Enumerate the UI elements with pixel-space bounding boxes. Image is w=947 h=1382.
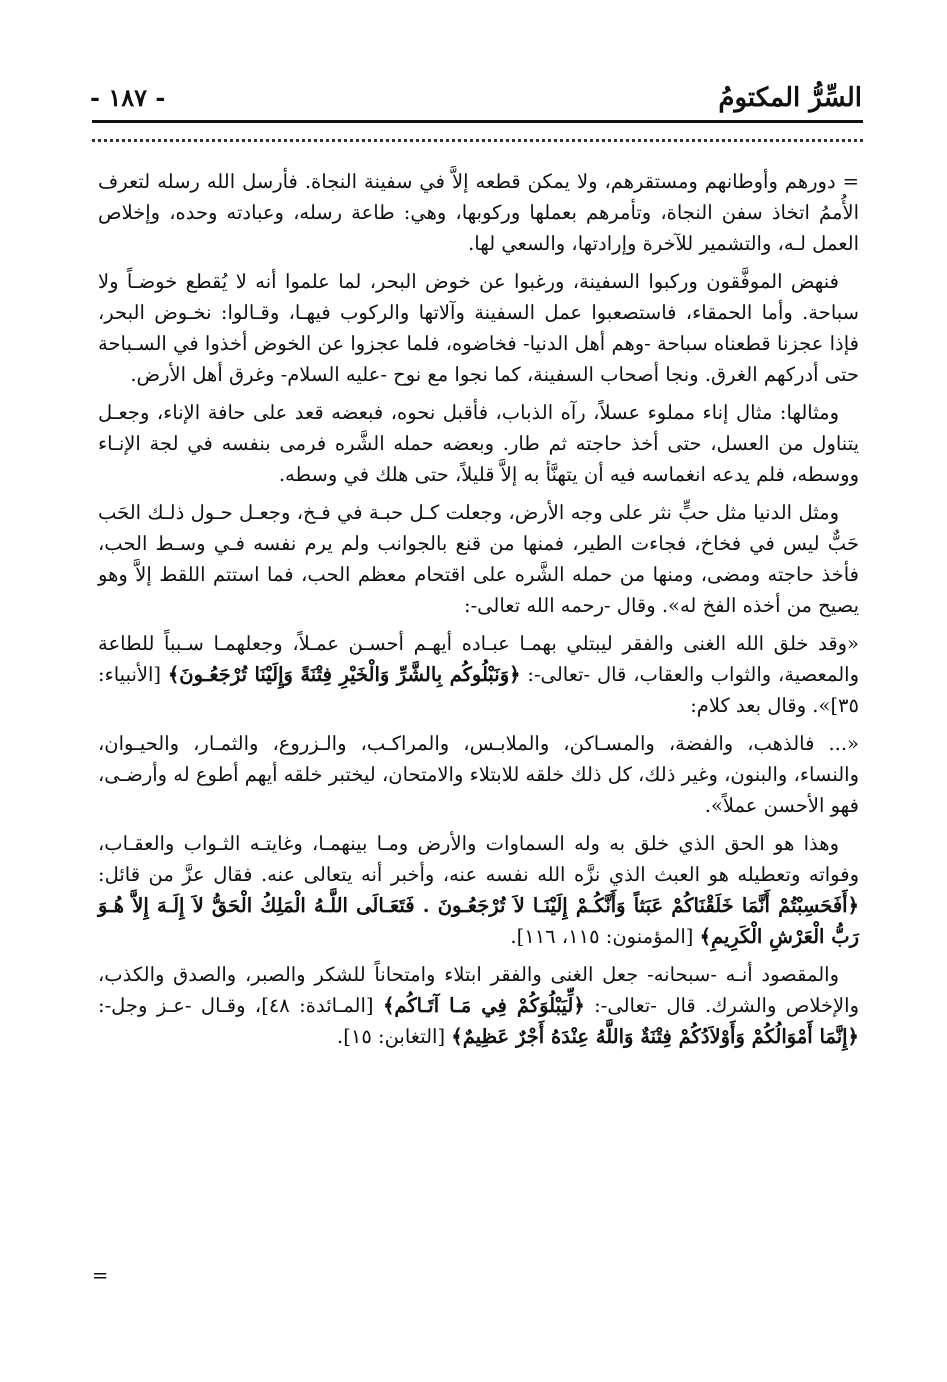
- verse-citation: [الأنبياء: ٣٥]». وقال بعد كلام:: [98, 663, 859, 717]
- continuation-mark-end: =: [92, 1264, 109, 1287]
- paragraph-text: «... فالذهب، والفضة، والمسـاكن، والملابـس، والمراكـب، والـزروع، والثمـار، والحيـوان، والنساء، والبنون، وغير ذلك، كل ذلك خلقه للابتلاء والامتحان، ليختبر خلقه أيهم أطوع له وأرضـى، فهو الأحسن عملاً».: [98, 732, 859, 817]
- quran-verse: ﴿لِّيَبْلُوَكُمْ فِي مَـا آتَـاكُم﴾: [382, 994, 585, 1017]
- paragraph-text: والمقصود أنـه -سبحانه- جعل الغنى والفقر ابتلاء وامتحاناً للشكر والصبر، والصدق والكذب، والإخلاص والشرك. قال -تعالى-:: [98, 963, 860, 1017]
- body-text: [98, 166, 859, 1059]
- paragraph-text: «وقد خلق الله الغنى والفقر ليبتلي بهمـا عبـاده أيهـم أحسـن عمـلاً، وجعلهمـا سـبباً للطاعة والمعصية، والثواب والعقاب، قال -تعالى-:: [98, 632, 859, 686]
- quran-verse: ﴿وَنَبْلُوكُم بِالشَّرِّ وَالْخَيْرِ فِتْنَةً وَإِلَيْنَا تُرْجَعُـونَ﴾: [167, 663, 521, 686]
- header-dotted-rule: [92, 139, 863, 142]
- verse-citation: [المـائدة: ٤٨]، وقـال -عـز وجل-:: [98, 994, 383, 1017]
- paragraph: [98, 397, 859, 490]
- paragraph: [98, 497, 859, 621]
- continuation-mark-start: =: [835, 170, 859, 193]
- paragraph: [98, 828, 859, 952]
- running-title: السِّرُّ المكتومُ: [718, 83, 862, 113]
- page-header: [90, 78, 862, 118]
- quran-verse: ﴿أَفَحَسِبْتُمْ أَنَّمَا خَلَقْنَاكُمْ عَبَثاً وَأَنَّكُـمْ إِلَيْنَـا لاَ تُرْجَعُـونَ . فَتَعَـالَى اللَّـهُ الْمَلِكُ الْحَقُّ لاَ إِلَـهَ إِلاَّ هُـوَ رَبُّ الْعَرْشِ الْكَرِيمِ﴾: [98, 894, 859, 948]
- paragraph-text: فنهض الموفَّقون وركبوا السفينة، ورغبوا عن خوض البحر، لما علموا أنه لا يُقطع خوضـاً ولا سباحة. وأما الحمقاء، فاستصعبوا عمل السفينة وآلاتها والركوب فيهـا، وقـالوا: نخـوض البحر، فإذا عجزنا قطعناه سباحة -وهم أهل الدنيا- فخاضوه، فلما عجزوا عن الخوض أخذوا في السـباحة حتى أدركهم الغرق. ونجا أصحاب السفينة، كما نجوا مع نوح -عليه السلام- وغرق أهل الأرض.: [98, 270, 859, 386]
- header-rule: [92, 120, 863, 123]
- paragraph: [98, 628, 859, 721]
- paragraph: [98, 266, 859, 390]
- verse-citation: [التغابن: ١٥].: [337, 1025, 452, 1048]
- paragraph-text: دورهم وأوطانهم ومستقرهم، ولا يمكن قطعه إلاَّ في سفينة النجاة. فأرسل الله رسله لتعرف الأُممُ اتخاذ سفن النجاة، وتأمرهم بعملها وركوبها، وهي: طاعة رسله، وعبادته وحده، وإخلاص العمل لـه، والتشمير للآخرة وإرادتها، والسعي لها.: [98, 170, 859, 255]
- paragraph: [98, 959, 859, 1052]
- paragraph-text: ومثالها: مثال إناء مملوء عسلاً، رآه الذباب، فأقبل نحوه، فبعضه قعد على حافة الإناء، وجعـل يتناول من العسل، حتى أخذ حاجته ثم طار. وبعضه حمله الشَّره فرمى بنفسه في لجة الإنـاء ووسطه، فلم يدعه انغماسه فيه أن يتهنَّأ به إلاَّ قليلاً، حتى هلك في وسطه.: [98, 401, 859, 486]
- paragraph: [98, 728, 859, 821]
- verse-citation: [المؤمنون: ١١٥، ١١٦].: [510, 925, 700, 948]
- paragraph-text: وهذا هو الحق الذي خلق به وله السماوات والأرض ومـا بينهمـا، وغايتـه الثـواب والعقـاب، وفواته وتعطيله هو العبث الذي نزَّه الله نفسه عنه، وأخبر أنه يتعالى عنه. فقال عزَّ من قائل:: [98, 832, 859, 886]
- page-number: - ١٨٧ -: [90, 83, 166, 112]
- paragraph: [98, 166, 859, 259]
- quran-verse: ﴿إِنَّمَا أَمْوَالُكُمْ وَأَوْلاَدُكُمْ فِتْنَةٌ وَاللَّهُ عِنْدَهُ أَجْرٌ عَظِيمٌ﴾: [451, 1025, 859, 1048]
- paragraph-text: ومثل الدنيا مثل حبٍّ نثر على وجه الأرض، وجعلت كـل حبـة في فـخ، وجعـل حـول ذلـك الحَب حَبٌّ ليس في فخاخ، فجاءت الطير، فمنها من قنع بالجوانب ولم يرم نفسه فـي وسـط الحب، فأخذ حاجته ومضى، ومنها من حمله الشَّره على اقتحام معظم الحب، فما استتم اللقط إلاَّ وهو يصيح من أخذه الفخ له». وقال -رحمه الله تعالى-:: [98, 501, 859, 617]
